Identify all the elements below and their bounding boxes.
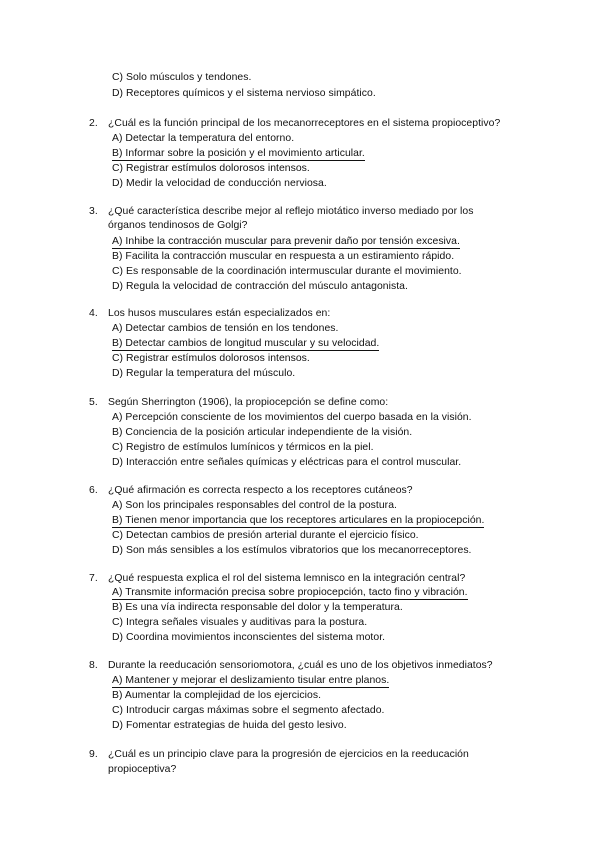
question-2-text: ¿Cuál es la función principal de los mecanorreceptores en el sistema propioceptivo? [108,118,501,129]
option-7b: B) Es una vía indirecta responsable del dolor y la temperatura. [112,602,403,613]
question-9-text-line2: propioceptiva? [108,764,177,775]
option-8b: B) Aumentar la complejidad de los ejercicios. [112,690,322,701]
option-2a: A) Detectar la temperatura del entorno. [112,133,295,144]
option-7d: D) Coordina movimientos inconscientes del sistema motor. [112,632,386,643]
question-7-number: 7. [89,573,98,584]
question-3-number: 3. [89,206,98,217]
option-8d: D) Fomentar estrategias de huida del gesto lesivo. [112,720,347,731]
question-5-number: 5. [89,397,98,408]
answer-6b: B) Tienen menor importancia que los receptores articulares en la propiocepción. [112,515,485,526]
option-3b: B) Facilita la contracción muscular en respuesta a un estiramiento rápido. [112,251,455,262]
option-5c: C) Registro de estímulos lumínicos y térmicos en la piel. [112,442,374,453]
answer-4b: B) Detectar cambios de longitud muscular y su velocidad. [112,338,380,349]
option-6a: A) Son los principales responsables del control de la postura. [112,500,397,511]
option-3c: C) Es responsable de la coordinación intermuscular durante el movimiento. [112,266,462,277]
option-2b [112,147,365,161]
question-8-text: Durante la reeducación sensoriomotora, ¿cuál es uno de los objetivos inmediatos? [108,660,493,671]
option-7c: C) Integra señales visuales y auditivas para la postura. [112,617,368,628]
option-4b [112,337,379,351]
option-2c: C) Registrar estímulos dolorosos intensos. [112,163,310,174]
answer-8a: A) Mantener y mejorar el deslizamiento tisular entre planos. [112,675,390,686]
option-3d: D) Regula la velocidad de contracción del músculo antagonista. [112,281,408,292]
question-9-text-line1: ¿Cuál es un principio clave para la progresión de ejercicios en la reeducación [108,749,469,760]
answer-7a: A) Transmite información precisa sobre propiocepción, tacto fino y vibración. [112,587,468,598]
question-6-text: ¿Qué afirmación es correcta respecto a los receptores cutáneos? [108,485,413,496]
question-3-text-line2: órganos tendinosos de Golgi? [108,220,248,231]
answer-3a: A) Inhibe la contracción muscular para prevenir daño por tensión excesiva. [112,236,460,247]
option-7a [112,586,468,600]
option-4d: D) Regular la temperatura del músculo. [112,368,296,379]
option-1c: C) Solo músculos y tendones. [112,72,252,83]
option-8a [112,674,389,688]
option-4a: A) Detectar cambios de tensión en los tendones. [112,323,339,334]
option-8c: C) Introducir cargas máximas sobre el segmento afectado. [112,705,385,716]
option-6b [112,514,484,528]
option-3a [112,235,460,249]
option-5a: A) Percepción consciente de los movimientos del cuerpo basada en la visión. [112,412,472,423]
question-4-text: Los husos musculares están especializados en: [108,308,331,319]
question-9-number: 9. [89,749,98,760]
option-6c: C) Detectan cambios de presión arterial durante el ejercicio físico. [112,530,419,541]
option-6d: D) Son más sensibles a los estímulos vibratorios que los mecanorreceptores. [112,545,472,556]
question-4-number: 4. [89,308,98,319]
question-3-text-line1: ¿Qué característica describe mejor al reflejo miotático inverso mediado por los [108,206,474,217]
question-7-text: ¿Qué respuesta explica el rol del sistema lemnisco en la integración central? [108,573,466,584]
question-2-number: 2. [89,118,98,129]
question-6-number: 6. [89,485,98,496]
option-1d: D) Receptores químicos y el sistema nervioso simpático. [112,88,376,99]
question-5-text: Según Sherrington (1906), la propiocepción se define como: [108,397,389,408]
question-8-number: 8. [89,660,98,671]
option-2d: D) Medir la velocidad de conducción nerviosa. [112,178,327,189]
option-4c: C) Registrar estímulos dolorosos intensos. [112,353,310,364]
option-5d: D) Interacción entre señales químicas y eléctricas para el control muscular. [112,457,462,468]
option-5b: B) Conciencia de la posición articular independiente de la visión. [112,427,413,438]
answer-2b: B) Informar sobre la posición y el movimiento articular. [112,148,365,159]
